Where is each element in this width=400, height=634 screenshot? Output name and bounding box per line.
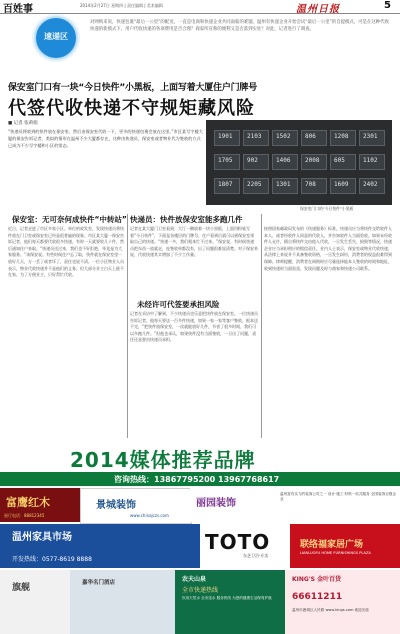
news-photo — [206, 120, 392, 205]
board-cell-number: 1705 — [218, 157, 233, 164]
board-cell — [330, 130, 356, 146]
article-byline: ■ 记者 张莉娟 — [8, 121, 38, 126]
ad-fuying-phone: 展厅电话：88812345 — [4, 513, 45, 518]
article-intro: “快递员将收到的快件放在保安室，然后由保安室代收一下，更多的快递包裹会放在这里。”市区某写字楼大厦的保安告诉记者，类似的情形在温州不少大厦都存在，这种由快递员、保安室或者物业代为签收的方式已成为不少写字楼和小区的常态。 — [8, 129, 203, 148]
board-cell — [272, 154, 298, 170]
board-cell-number: 708 — [305, 181, 316, 188]
page-header — [0, 0, 400, 14]
board-cell-number: 902 — [247, 157, 258, 164]
photo-caption: 保安室门口的“今日快件”小黑板 — [300, 206, 354, 211]
page-number: 5 — [384, 0, 391, 11]
ad-nongfu-title: 全市快递热线 — [182, 587, 219, 594]
lead-paragraph: 对网购来说，快递包裹“最后一公里”的配送，一直是电商和快递企业共同面临的难题。温州有快递企业开始尝试“最后一公里”的自提模式，可是在这种代收快递的新模式下，用户代收快递的各项费用是否合理？商家所宣称的便利又是否落到实处？对此，记者进行了调查。 — [90, 20, 389, 32]
board-cell — [359, 130, 385, 146]
ad-nongfu-name: 农夫山泉 — [182, 576, 207, 583]
subheading-courier: 快递员：快件放保安室能多跑几件 — [130, 215, 243, 224]
column-divider — [127, 214, 128, 438]
body-column-4: 按照国家邮政局发布的《快递服务》标准，快递员应当将快件交给收件人本人，或者经收件人同意的代收人，并告知收件人当面验收。如果未经收件人允许，擅自将快件交由他人代收，一旦发生丢失、损毁等情况，快递企业应当承担相应的赔偿责任。业内人士表示，保安室或物业代收快递，从法律上来说并不具备签收资格，一旦发生纠纷，消费者的权益很难得到保障。律师提醒，消费者在网购时应尽量选择能本人签收的时间和地址，收到快递时当面验货，发现问题及时与商家和快递公司联系。 — [264, 226, 392, 271]
board-cell — [272, 178, 298, 194]
board-cell — [359, 154, 385, 170]
ad-nongfu-text: 饮用天然水 全市送水 服务热线 为您的健康生活保驾护航 — [182, 596, 272, 600]
board-cell — [243, 154, 269, 170]
ad-liyuan-text: 温州富有实力的装饰公司之一 设计·施工·材料一站式服务 全国装饰百强企业 — [280, 492, 396, 501]
board-cell — [301, 130, 327, 146]
board-cell-number: 1301 — [276, 181, 291, 188]
board-cell — [214, 178, 240, 194]
ad-kings-text: 温州市鹿城区人民路 www.kings.com 欢迎光临 — [292, 608, 369, 612]
board-cell — [301, 154, 327, 170]
newspaper-masthead: 温州日报 — [296, 4, 340, 15]
article-kicker: 保安室门口有一块“今日快件”小黑板，上面写着大厦住户门牌号 — [8, 83, 258, 93]
ad-flagship — [0, 570, 70, 634]
ad-flagship-text: 旗舰 — [12, 583, 31, 593]
ad-kings-phone: 66611211 — [292, 592, 343, 602]
ad-jingcheng-name: 景城装饰 — [96, 500, 136, 511]
board-cell — [243, 178, 269, 194]
board-cell — [330, 154, 356, 170]
body-column-3: 记者在采访中了解到，不少快递员也乐意把快件放在保安室。一位快递员告诉记者，他每天要送一百多件快递，如果一家一家等客户签收，根本送不完，“把快件放保安室，一次就能放好几件，节省了很多时间，我们可以多跑几件。”但他也承认，如果快件没有当面签收，一旦出了问题，责任还是要由快递员承担。 — [130, 311, 258, 343]
ad-furniture-market-name: 温州家具市场 — [12, 532, 72, 543]
page-info: 2014年2月27日 星期四 | 责任编辑 | 美术编辑 — [80, 3, 163, 8]
body-column-1: 近日，记者走进了市区多家小区、单位的收发室，发现快递员将快件放在门卫室或保安室已经是很普遍的现象。市区某大厦一保安告诉记者，他们每天都要代收很多快递，有时一天就要收几十件，然后通知住户来取。“快递员送过来，我们也不好拒绝，毕竟是为大家服务。”该保安说。有些时候住户忘了取，快件就在保安室里一放好几天，万一丢了或者坏了，责任也说不清。一位小区物业人员表示，物业代收快递并不是他们的义务，但大部分业主白天上班不在家，为了方便业主，只好帮忙代收。 — [8, 226, 124, 278]
ad-furniture-market-hotline: 开发热线：0577-8619 8888 — [12, 556, 92, 563]
badge-label: 速递区 — [44, 32, 68, 41]
article-headline: 代签代收快递不守规矩藏风险 — [8, 98, 255, 119]
board-cell-number: 2103 — [247, 133, 262, 140]
ad-lianluofu-en: LIANLUOFU HOME FURNISHINGS PLAZA — [300, 551, 371, 555]
board-cell-number: 1901 — [218, 133, 233, 140]
ad-toto-sub: 东芝卫浴·专卖 — [243, 553, 269, 558]
ad-lianluofu-name: 联络福家居广场 — [300, 540, 364, 550]
board-cell-number: 2402 — [363, 181, 378, 188]
ad-hotline: 咨询热线：13867795200 13967768617 — [114, 475, 280, 484]
board-cell — [214, 154, 240, 170]
board-cell — [330, 178, 356, 194]
board-cell-number: 2301 — [363, 133, 378, 140]
board-cell-number: 2008 — [305, 157, 320, 164]
ad-jingcheng-web: www.chinajczs.com — [130, 513, 169, 518]
board-cell-number: 1502 — [276, 133, 291, 140]
ad-banner-title: 2014媒体推荐品牌 — [70, 448, 256, 472]
board-cell — [214, 130, 240, 146]
board-cell — [243, 130, 269, 146]
board-cell-number: 1807 — [218, 181, 233, 188]
board-cell — [359, 178, 385, 194]
body-column-2: 记者在某大厦门卫室看到，大厅一侧放着一块小黑板，上面用粉笔写着“今日快件”，下面是各楼层的门牌号，住户看到后就可以到保安室领取自己的快递。“快递一多，我们根本忙不过来。”保安说，有时候快递员把东西一放就走，连签收单都没有，出了问题很难说清楚。对于保安来说，代收快递其实增加了不少工作量。 — [130, 226, 258, 258]
board-cell-number: 1208 — [334, 133, 349, 140]
section-title: 百姓事 — [3, 4, 33, 15]
ad-fuying-name: 富鹰红木 — [6, 496, 50, 509]
board-cell-number: 2205 — [247, 181, 262, 188]
ad-toto-logo: TOTO — [205, 530, 271, 554]
ad-liyuan-name: 丽园装饰 — [196, 498, 236, 509]
column-divider — [261, 214, 262, 438]
subheading-risk: 未经许可代签要承担风险 — [137, 300, 220, 309]
board-cell — [272, 130, 298, 146]
ad-kings-name: KING'S 金叶百货 — [292, 576, 342, 583]
board-cell-number: 605 — [334, 157, 345, 164]
board-cell-number: 1102 — [363, 157, 378, 164]
board-cell — [301, 178, 327, 194]
ad-hotel-name: 嘉华名门酒店 — [82, 580, 116, 586]
board-cell-number: 1406 — [276, 157, 291, 164]
board-cell-number: 1609 — [334, 181, 349, 188]
subheading-security-room: 保安室：无可奈何成快件“中转站” — [12, 215, 127, 224]
board-cell-number: 806 — [305, 133, 316, 140]
